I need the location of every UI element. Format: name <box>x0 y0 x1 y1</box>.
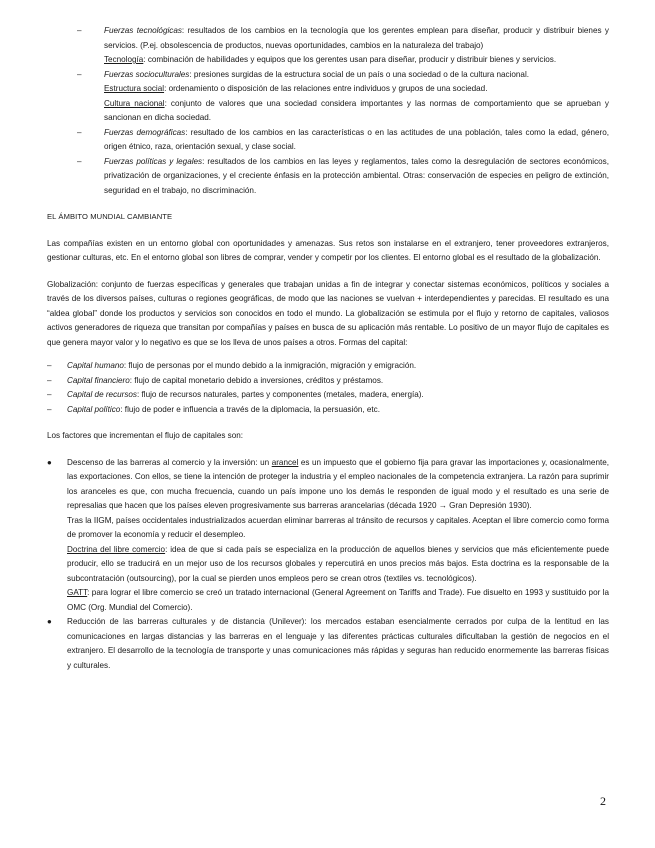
factors-list <box>47 456 609 674</box>
list-item: ● Reducción de las barreras culturales y de distancia (Unilever): los mercados estaban esencialmente cerrados por culpa de la lentitud en las comunicaciones en largas distancias y las barreras en el lenguaje y las diferentes prácticas culturales dificultaban la gestión de negocios en el extranjero. El desarrollo de la tecnología de transporte y unas comunicaciones más rápidas y seguras han reducido enormemente las barreras físicas y culturales. <box>47 617 609 670</box>
list-item: – Fuerzas socioculturales: presiones surgidas de la estructura social de un país o una sociedad o de la cultura nacional. Estructura social: ordenamiento o disposición de las relaciones entre individuos y grupos de una sociedad. Cultura nacional: conjunto de valores que una sociedad considera importantes y las normas de comportamiento que se aprueban y sancionan en dicha sociedad. <box>77 69 609 122</box>
list-item: – Capital político: flujo de poder e influencia a través de la diplomacia, la persuasión, etc. <box>47 404 380 414</box>
list-item: – Capital de recursos: flujo de recursos naturales, partes y componentes (metales, madera, energía). <box>47 390 424 399</box>
factors-intro: Los factores que incrementan el flujo de capitales son: <box>47 431 244 440</box>
list-item: – Fuerzas políticas y legales: resultados de los cambios en las leyes y reglamentos, tales como la desregulación de sectores económicos, privatización de organizaciones, y el creciente énfasis en la protección ambiental. Otras: conservación de especies en peligro de extinción, seguridad en el trabajo, no discriminación. <box>77 156 609 195</box>
page-content <box>47 24 609 673</box>
paragraph-globalizacion: Globalización: conjunto de fuerzas específicas y generales que trabajan unidas a fin de integrar y conectar sistemas económicos, políticos y sociales a través de los diversos países, culturas o regiones geográficas, de modo que las naciones se vuelvan + interdependientes y parecidas. El resultado es una “aldea global” donde los productos y servicios son conocidos en todo el mundo. La globalización se estimula por el flujo y retorno de capitales, valiosos activos generadores de riqueza que transitan por compañías y países en busca de su aplicación más rentable. Lo positivo de un mayor flujo de capitales es que genera mayor valor y lo negativo es que se los lleva de unos países a otros. Formas del capital: <box>47 279 609 347</box>
section-heading: EL ÁMBITO MUNDIAL CAMBIANTE <box>47 212 173 221</box>
list-item: – Fuerzas demográficas: resultado de los cambios en las características o en las actitudes de una población, tales como la edad, género, origen étnico, raza, orientación sexual, y clase social. <box>77 127 609 151</box>
list-item: – Capital humano: flujo de personas por el mundo debido a la inmigración, migración y emigración. <box>47 361 417 370</box>
list-item: – Capital financiero: flujo de capital monetario debido a inversiones, créditos y préstamos. <box>47 375 384 385</box>
list-item: ● Descenso de las barreras al comercio y la inversión: un arancel es un impuesto que el gobierno fija para gravar las importaciones y, ocasionalmente, las exportaciones. Con ellos, se tiene la intención de proteger la industria y el empleo nacionales de la competencia extranjera. La razón para suprimir los aranceles es que, con mucha frecuencia, cuando un país impone uno los demás le responden de igual modo y el resultado es una serie de represalias que hacen que los países eleven progresivamente sus barreras arancelarias (década 1920 → Gran Depresión 1930). Tras la IIGM, países occidentales industrializados acuerdan eliminar barreras al tránsito de recursos y capitales. Aceptan el libre comercio como forma de promover la economía y reducir el desempleo. Doctrina del libre comercio: idea de que si cada país se especializa en la producción de aquellos bienes y servicios que más eficientemente puede producir, ello se traducirá en un mejor uso de los recursos globales y repercutirá en unos precios más bajos. Esta doctrina es la responsable de la subcontratación (outsourcing), por la cual se pierden unos empleos pero se crean otros (textiles vs. tecnológicos). GATT: para lograr el libre comercio se creó un tratado internacional (General Agreement on Tariffs and Trade). Fue disuelto en 1993 y sustituido por la OMC (Org. Mundial del Comercio). <box>47 457 609 612</box>
page-number: 2 <box>600 794 606 808</box>
capital-list <box>47 359 609 417</box>
forces-list <box>47 24 609 198</box>
paragraph-entorno: Las compañías existen en un entorno global con oportunidades y amenazas. Sus retos son instalarse en el extranjero, tener proveedores extranjeros, gestionar culturas, etc. En el entorno global son libres de comprar, vender y competir por los clientes. El entorno global es el resultado de la globalización. <box>47 238 609 262</box>
list-item: – Fuerzas tecnológicas: resultados de los cambios en la tecnología que los gerentes emplean para diseñar, producir y distribuir bienes y servicios. (P.ej. obsolescencia de productos, nuevas oportunidades, cambios en la naturaleza del trabajo) Tecnología: combinación de habilidades y equipos que los gerentes usan para diseñar, producir y distribuir bienes y servicios. <box>77 26 609 64</box>
